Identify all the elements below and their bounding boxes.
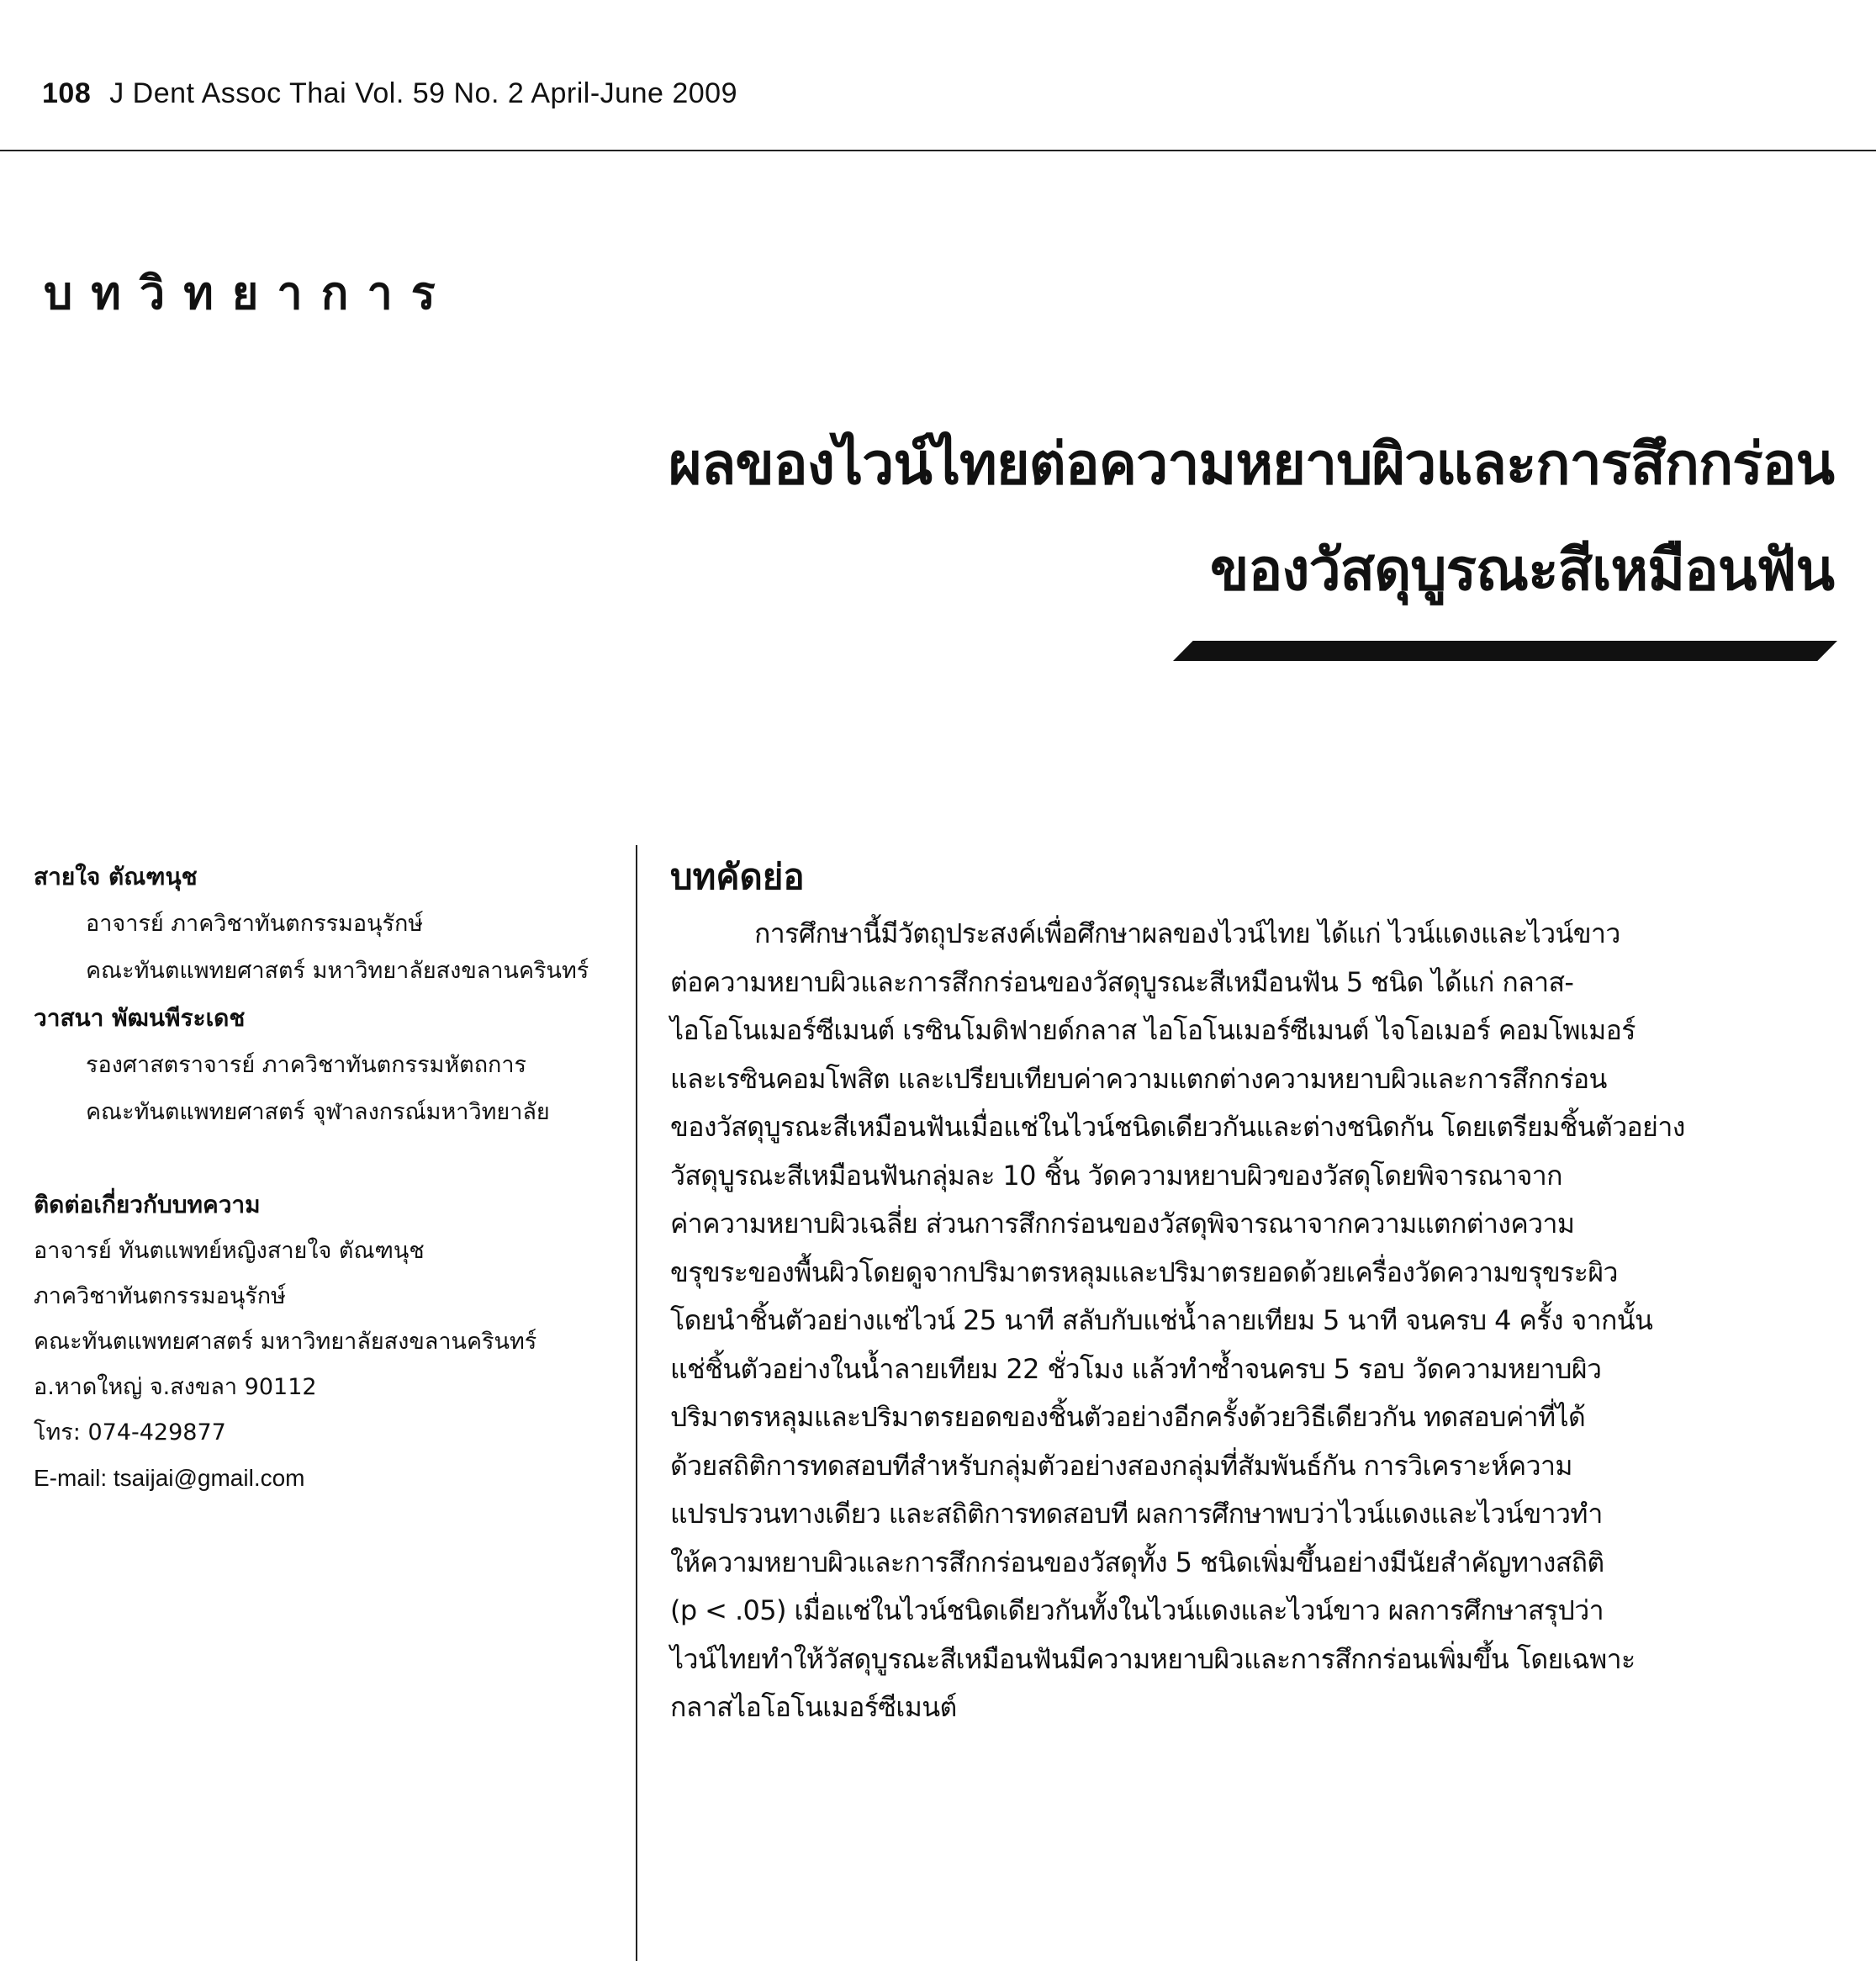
abstract-section: [670, 851, 1835, 1732]
page-number: 108: [42, 77, 92, 109]
abstract-line: ให้ความหยาบผิวและการสึกกร่อนของวัสดุทั้ง 5 ชนิดเพิ่มขึ้นอย่างมีนัยสำคัญทางสถิติ: [670, 1546, 1604, 1578]
abstract-line: ไอโอโนเมอร์ซีเมนต์ เรซินโมดิฟายด์กลาส ไอโอโนเมอร์ซีเมนต์ ไจโอเมอร์ คอมโพเมอร์: [670, 1014, 1636, 1046]
abstract-line: แช่ชิ้นตัวอย่างในน้ำลายเทียม 22 ชั่วโมง แล้วทำซ้ำจนครบ 5 รอบ วัดความหยาบผิว: [670, 1352, 1602, 1385]
author-affiliation: รองศาสตราจารย์ ภาควิชาทันตกรรมหัตถการ: [86, 1052, 527, 1078]
author-name: วาสนา พัฒนพีระเดช: [34, 1004, 246, 1032]
contact-line: อาจารย์ ทันตแพทย์หญิงสายใจ ตัณฑนุช: [34, 1238, 425, 1264]
contact-line: คณะทันตแพทยศาสตร์ มหาวิทยาลัยสงขลานครินทร์: [34, 1329, 537, 1355]
author-block: [34, 995, 622, 1136]
contact-email: E-mail: tsaijai@gmail.com: [34, 1465, 305, 1491]
abstract-line: กลาสไอโอโนเมอร์ซีเมนต์: [670, 1691, 957, 1723]
abstract-line: ของวัสดุบูรณะสีเหมือนฟันเมื่อแช่ในไวน์ชนิดเดียวกันและต่างชนิดกัน โดยเตรียมชิ้นตัวอย่าง: [670, 1111, 1685, 1143]
author-block: [34, 854, 622, 995]
header-rule: [0, 150, 1876, 151]
title-underline-bar: [1173, 641, 1837, 661]
abstract-line: แปรปรวนทางเดียว และสถิติการทดสอบที ผลการศึกษาพบว่าไวน์แดงและไวน์ขาวทำ: [670, 1498, 1603, 1530]
abstract-line: (p < .05) เมื่อแช่ในไวน์ชนิดเดียวกันทั้งในไวน์แดงและไวน์ขาว ผลการศึกษาสรุปว่า: [670, 1594, 1604, 1626]
title-line: ผลของไวน์ไทยต่อความหยาบผิวและการสึกกร่อน: [668, 431, 1834, 498]
contact-heading: ติดต่อเกี่ยวกับบทความ: [34, 1191, 261, 1218]
abstract-line: ต่อความหยาบผิวและการสึกกร่อนของวัสดุบูรณะสีเหมือนฟัน 5 ชนิด ได้แก่ กลาส-: [670, 965, 1574, 998]
journal-citation: J Dent Assoc Thai Vol. 59 No. 2 April-June 2009: [109, 77, 737, 109]
abstract-line: ปริมาตรหลุมและปริมาตรยอดของชิ้นตัวอย่างอีกครั้งด้วยวิธีเดียวกัน ทดสอบค่าที่ได้: [670, 1401, 1586, 1433]
author-affiliation: คณะทันตแพทยศาสตร์ จุฬาลงกรณ์มหาวิทยาลัย: [86, 1099, 550, 1125]
column-divider: [636, 845, 637, 1961]
running-header: [42, 77, 737, 110]
abstract-line: ค่าความหยาบผิวเฉลี่ย ส่วนการสึกกร่อนของวัสดุพิจารณาจากความแตกต่างความ: [670, 1208, 1575, 1240]
author-name: สายใจ ตัณฑนุช: [34, 863, 198, 891]
abstract-line: โดยนำชิ้นตัวอย่างแช่ไวน์ 25 นาที สลับกับแช่น้ำลายเทียม 5 นาที จนครบ 4 ครั้ง จากนั้น: [670, 1304, 1653, 1336]
contact-line: ภาควิชาทันตกรรมอนุรักษ์: [34, 1283, 286, 1309]
abstract-line: วัสดุบูรณะสีเหมือนฟันกลุ่มละ 10 ชิ้น วัดความหยาบผิวของวัสดุโดยพิจารณาจาก: [670, 1159, 1562, 1192]
abstract-heading: บทคัดย่อ: [670, 856, 805, 897]
author-affiliation: อาจารย์ ภาควิชาทันตกรรมอนุรักษ์: [86, 911, 424, 937]
contact-line: อ.หาดใหญ่ จ.สงขลา 90112: [34, 1374, 317, 1400]
abstract-line: และเรซินคอมโพสิต และเปรียบเทียบค่าความแตกต่างความหยาบผิวและการสึกกร่อน: [670, 1062, 1607, 1095]
article-title: [573, 412, 1834, 624]
author-sidebar: [34, 854, 622, 1501]
section-label: บทวิทยาการ: [44, 267, 454, 320]
author-affiliation: คณะทันตแพทยศาสตร์ มหาวิทยาลัยสงขลานครินทร์: [86, 958, 589, 984]
abstract-line: ขรุขระของพื้นผิวโดยดูจากปริมาตรหลุมและปริมาตรยอดด้วยเครื่องวัดความขรุขระผิว: [670, 1255, 1618, 1288]
title-line: ของวัสดุบูรณะสีเหมือนฟัน: [1209, 537, 1834, 604]
abstract-line: ไวน์ไทยทำให้วัสดุบูรณะสีเหมือนฟันมีความหยาบผิวและการสึกกร่อนเพิ่มขึ้น โดยเฉพาะ: [670, 1642, 1636, 1675]
abstract-line: ด้วยสถิติการทดสอบทีสำหรับกลุ่มตัวอย่างสองกลุ่มที่สัมพันธ์กัน การวิเคราะห์ความ: [670, 1449, 1572, 1482]
abstract-line: การศึกษานี้มีวัตถุประสงค์เพื่อศึกษาผลของไวน์ไทย ได้แก่ ไวน์แดงและไวน์ขาว: [754, 917, 1620, 949]
contact-phone: โทร: 074-429877: [34, 1419, 226, 1446]
